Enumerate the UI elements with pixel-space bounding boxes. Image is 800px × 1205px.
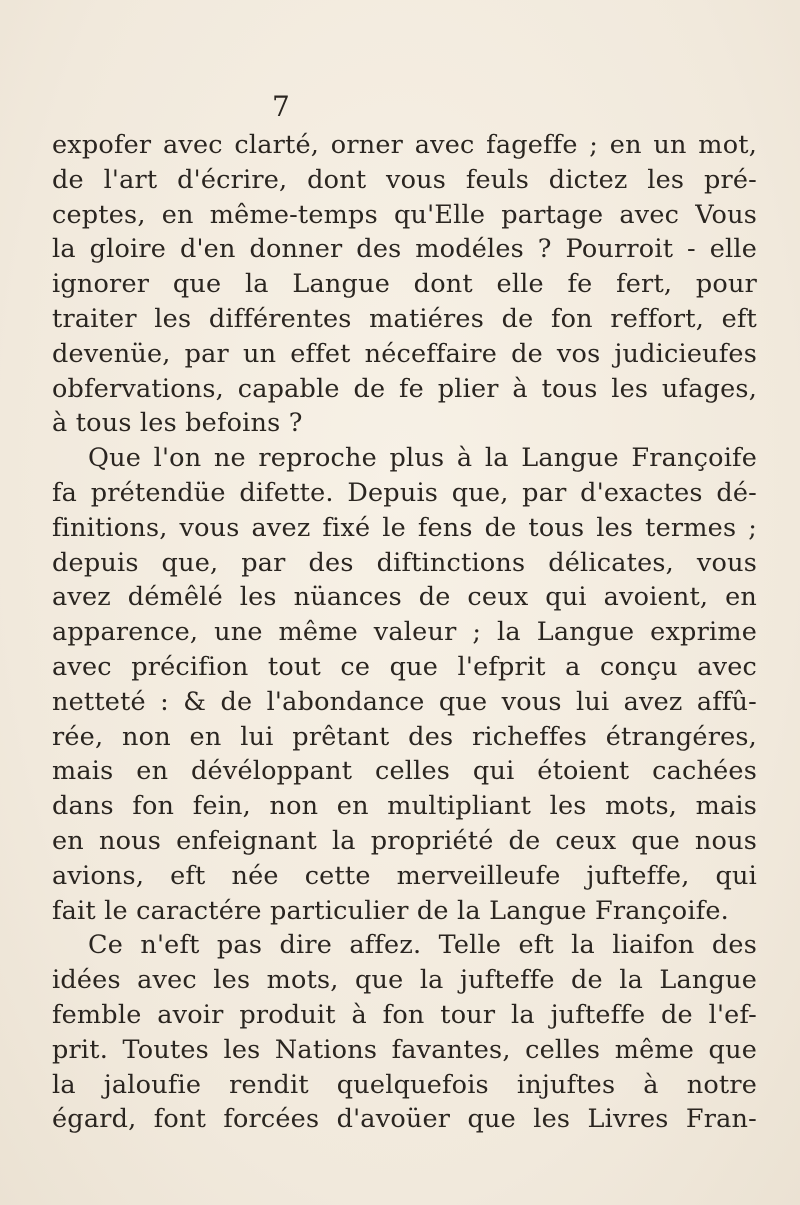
text-line: prit. Toutes les Nations favantes, celles même que (52, 1034, 757, 1065)
text-line: expofer avec clarté, orner avec fageffe ; en un mot, (52, 130, 757, 160)
text-line: en nous enfeignant la propriété de ceux que nous (52, 825, 757, 856)
text-line: rée, non en lui prêtant des richeffes étrangéres, (52, 721, 757, 752)
text-line: avez démêlé les nüances de ceux qui avoient, en (52, 582, 757, 613)
text-line: femble avoir produit à fon tour la jufteffe de l'ef- (52, 999, 757, 1030)
text-line: mais en dévéloppant celles qui étoient cachées (52, 756, 757, 787)
text-line: la jaloufie rendit quelquefois injuftes à notre (52, 1069, 757, 1100)
text-line: dans fon fein, non en multipliant les mots, mais (52, 791, 757, 822)
text-line: idées avec les mots, que la jufteffe de la Langue (52, 965, 757, 996)
text-line: fa prétendüe difette. Depuis que, par d'exactes dé- (52, 477, 757, 508)
text-line: avec précifion tout ce que l'efprit a conçu avec (52, 651, 757, 682)
paragraph-start-line: Que l'on ne reproche plus à la Langue Françoife (88, 443, 757, 474)
text-line: ceptes, en même-temps qu'Elle partage avec Vous (52, 199, 757, 230)
text-line: de l'art d'écrire, dont vous feuls dictez les pré- (52, 164, 757, 195)
text-line: avions, eft née cette merveilleufe jufteffe, qui (52, 860, 757, 891)
text-line: apparence, une même valeur ; la Langue exprime (52, 617, 757, 648)
text-line: obfervations, capable de fe plier à tous les ufages, (52, 373, 757, 404)
paragraph-start-line: Ce n'eft pas dire affez. Telle eft la liaifon des (88, 930, 757, 961)
text-line: depuis que, par des diftinctions délicates, vous (52, 547, 757, 578)
text-line: finitions, vous avez fixé le fens de tous les termes ; (52, 512, 757, 543)
text-line: la gloire d'en donner des modéles ? Pourroit - elle (52, 234, 757, 265)
text-line: fait le caractére particulier de la Langue Françoife. (52, 895, 729, 926)
text-line: netteté : & de l'abondance que vous lui avez affû- (52, 686, 757, 717)
body-text (52, 128, 757, 1137)
text-line: devenüe, par un effet néceffaire de vos judicieufes (52, 338, 757, 369)
text-line: ignorer que la Langue dont elle fe fert, pour (52, 269, 757, 300)
page-number: 7 (272, 90, 290, 123)
text-line: à tous les befoins ? (52, 408, 303, 439)
text-line: égard, font forcées d'avoüer que les Livres Fran- (52, 1104, 757, 1135)
text-line: traiter les différentes matiéres de fon reffort, eft (52, 303, 757, 334)
